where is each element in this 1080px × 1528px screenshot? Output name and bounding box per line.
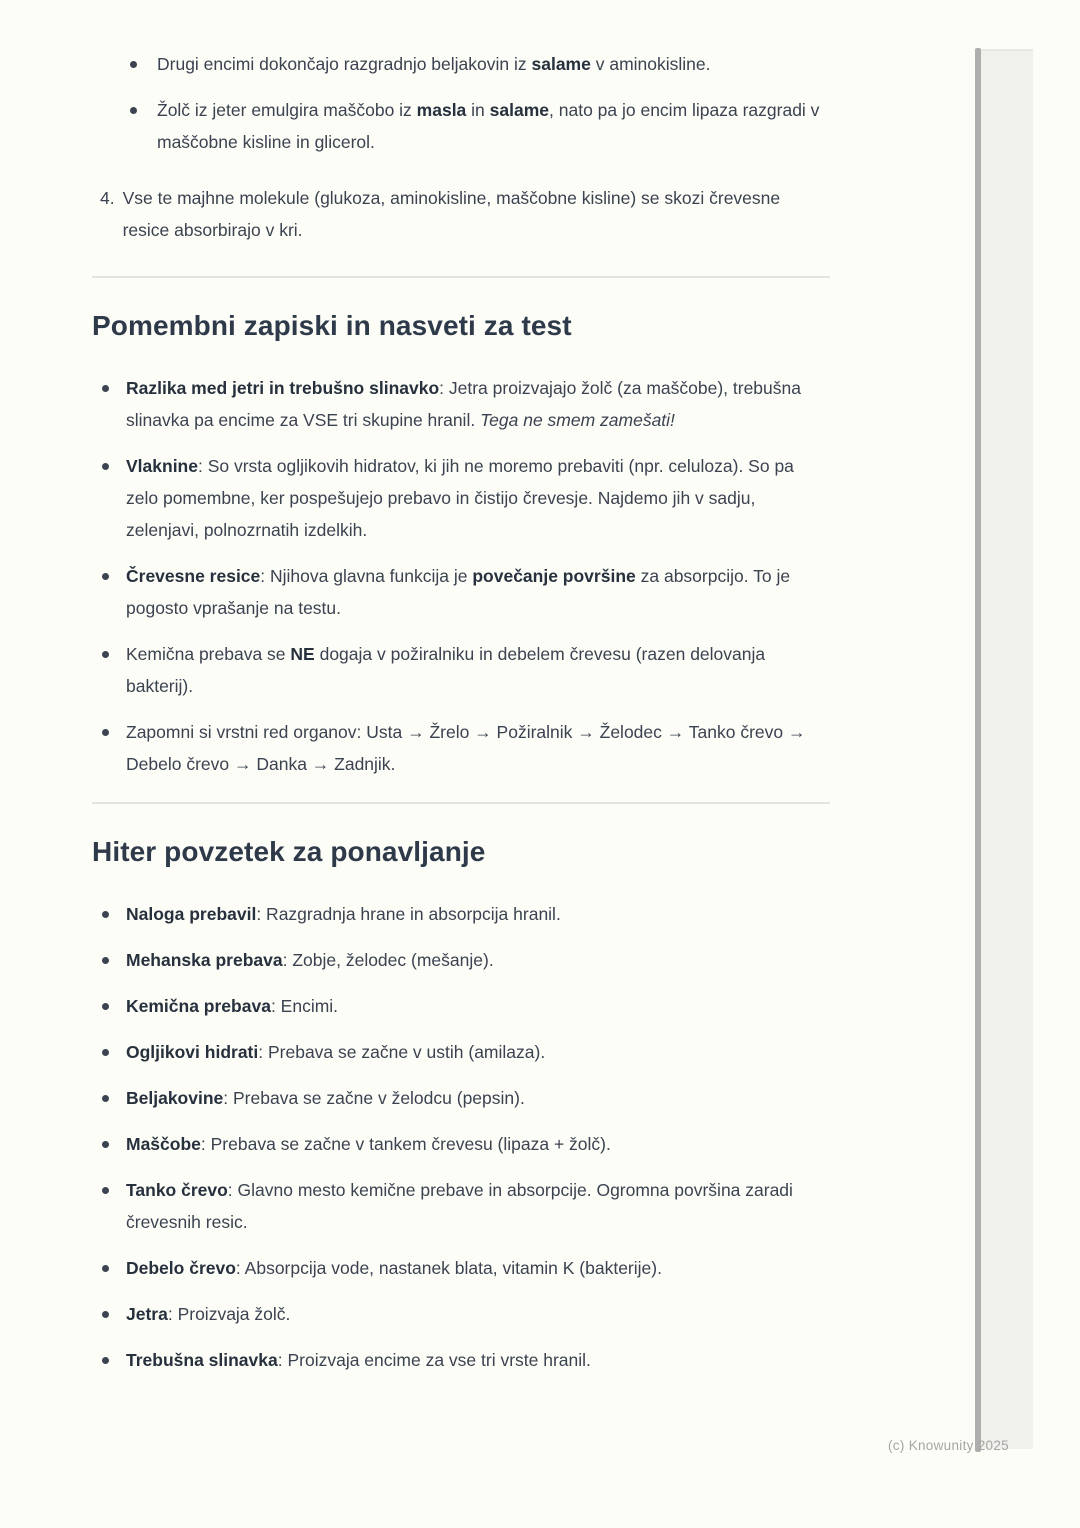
bullet-icon [102,385,109,392]
list-item [92,1036,830,1068]
bullet-icon [102,1311,109,1318]
list-item [92,990,830,1022]
list-item-text: Kemična prebava: Encimi. [126,996,339,1016]
numbered-list-item [92,182,830,246]
bullet-icon [130,61,137,68]
list-item-text: Zapomni si vrstni red organov: Usta → Žrelo → Požiralnik → Želodec → Tanko črevo → Debelo črevo → Danka → Zadnjik. [126,722,806,774]
scrollbar-thumb[interactable] [975,48,981,1452]
bullet-icon [102,911,109,918]
list-item-text: Beljakovine: Prebava se začne v želodcu (pepsin). [126,1088,525,1108]
list-item-text: Trebušna slinavka: Proizvaja encime za vse tri vrste hranil. [126,1350,591,1370]
document-content [92,48,830,1390]
list-item [92,1252,830,1284]
list-item-text: Kemična prebava se NE dogaja v požiralniku in debelem črevesu (razen delovanja bakterij). [126,644,766,696]
list-item-text: Žolč iz jeter emulgira maščobo iz masla in salame, nato pa jo encim lipaza razgradi v maščobne kisline in glicerol. [157,100,820,152]
watermark-text: (c) Knowunity 2025 [888,1438,1009,1453]
list-item [92,1082,830,1114]
list-item-text: Naloga prebavil: Razgradnja hrane in absorpcija hranil. [126,904,561,924]
section-bullet-list [92,898,830,1376]
list-item [92,1128,830,1160]
list-item-text: Jetra: Proizvaja žolč. [126,1304,291,1324]
section-title: Hiter povzetek za ponavljanje [92,836,486,867]
list-item-text: Debelo črevo: Absorpcija vode, nastanek blata, vitamin K (bakterije). [126,1258,662,1278]
bullet-icon [102,1187,109,1194]
bullet-icon [102,463,109,470]
bullet-icon [102,1357,109,1364]
list-item-text: Razlika med jetri in trebušno slinavko: Jetra proizvajajo žolč (za maščobe), trebušna slinavka pa encime za VSE tri skupine hranil. Tega ne smem zamešati! [126,378,801,430]
list-item [92,638,830,702]
list-item-text: Vlaknine: So vrsta ogljikovih hidratov, ki jih ne moremo prebaviti (npr. celuloza). So pa zelo pomembne, ker pospešujejo prebavo in čistijo črevesje. Najdemo jih v sadju, zelenjavi, polnozrnatih izdelkih. [126,456,794,540]
bullet-icon [102,1141,109,1148]
list-item [92,1174,830,1238]
intro-sub-list [92,48,830,158]
section-notes-tips [92,308,830,780]
list-item [92,48,830,80]
bullet-icon [102,957,109,964]
list-item [92,372,830,436]
list-item [92,716,830,780]
list-item [92,1344,830,1376]
list-item [92,94,830,158]
bullet-icon [102,651,109,658]
bullet-icon [102,1003,109,1010]
bullet-icon [102,1049,109,1056]
section-divider [92,802,830,804]
list-item [92,1298,830,1330]
bullet-icon [102,1265,109,1272]
list-item-text: Črevesne resice: Njihova glavna funkcija je povečanje površine za absorpcijo. To je pogosto vprašanje na testu. [126,566,791,618]
list-item-text: Vse te majhne molekule (glukoza, aminokisline, maščobne kisline) se skozi črevesne resice absorbirajo v kri. [122,188,781,240]
bullet-icon [102,729,109,736]
list-item [92,944,830,976]
bullet-icon [130,107,137,114]
section-divider [92,276,830,278]
list-item-text: Ogljikovi hidrati: Prebava se začne v ustih (amilaza). [126,1042,546,1062]
bullet-icon [102,573,109,580]
section-title: Pomembni zapiski in nasveti za test [92,310,572,341]
scrollbar-track[interactable] [981,49,1033,1449]
list-item-text: Maščobe: Prebava se začne v tankem črevesu (lipaza + žolč). [126,1134,611,1154]
list-item [92,450,830,546]
bullet-icon [102,1095,109,1102]
list-item-text: Mehanska prebava: Zobje, želodec (mešanje). [126,950,494,970]
section-quick-summary [92,834,830,1376]
list-item [92,560,830,624]
list-item-number: 4. [100,188,115,208]
list-item [92,898,830,930]
list-item-text: Tanko črevo: Glavno mesto kemične prebave in absorpcije. Ogromna površina zaradi črevesnih resic. [126,1180,793,1232]
list-item-text: Drugi encimi dokončajo razgradnjo beljakovin iz salame v aminokisline. [157,54,711,74]
section-bullet-list [92,372,830,780]
